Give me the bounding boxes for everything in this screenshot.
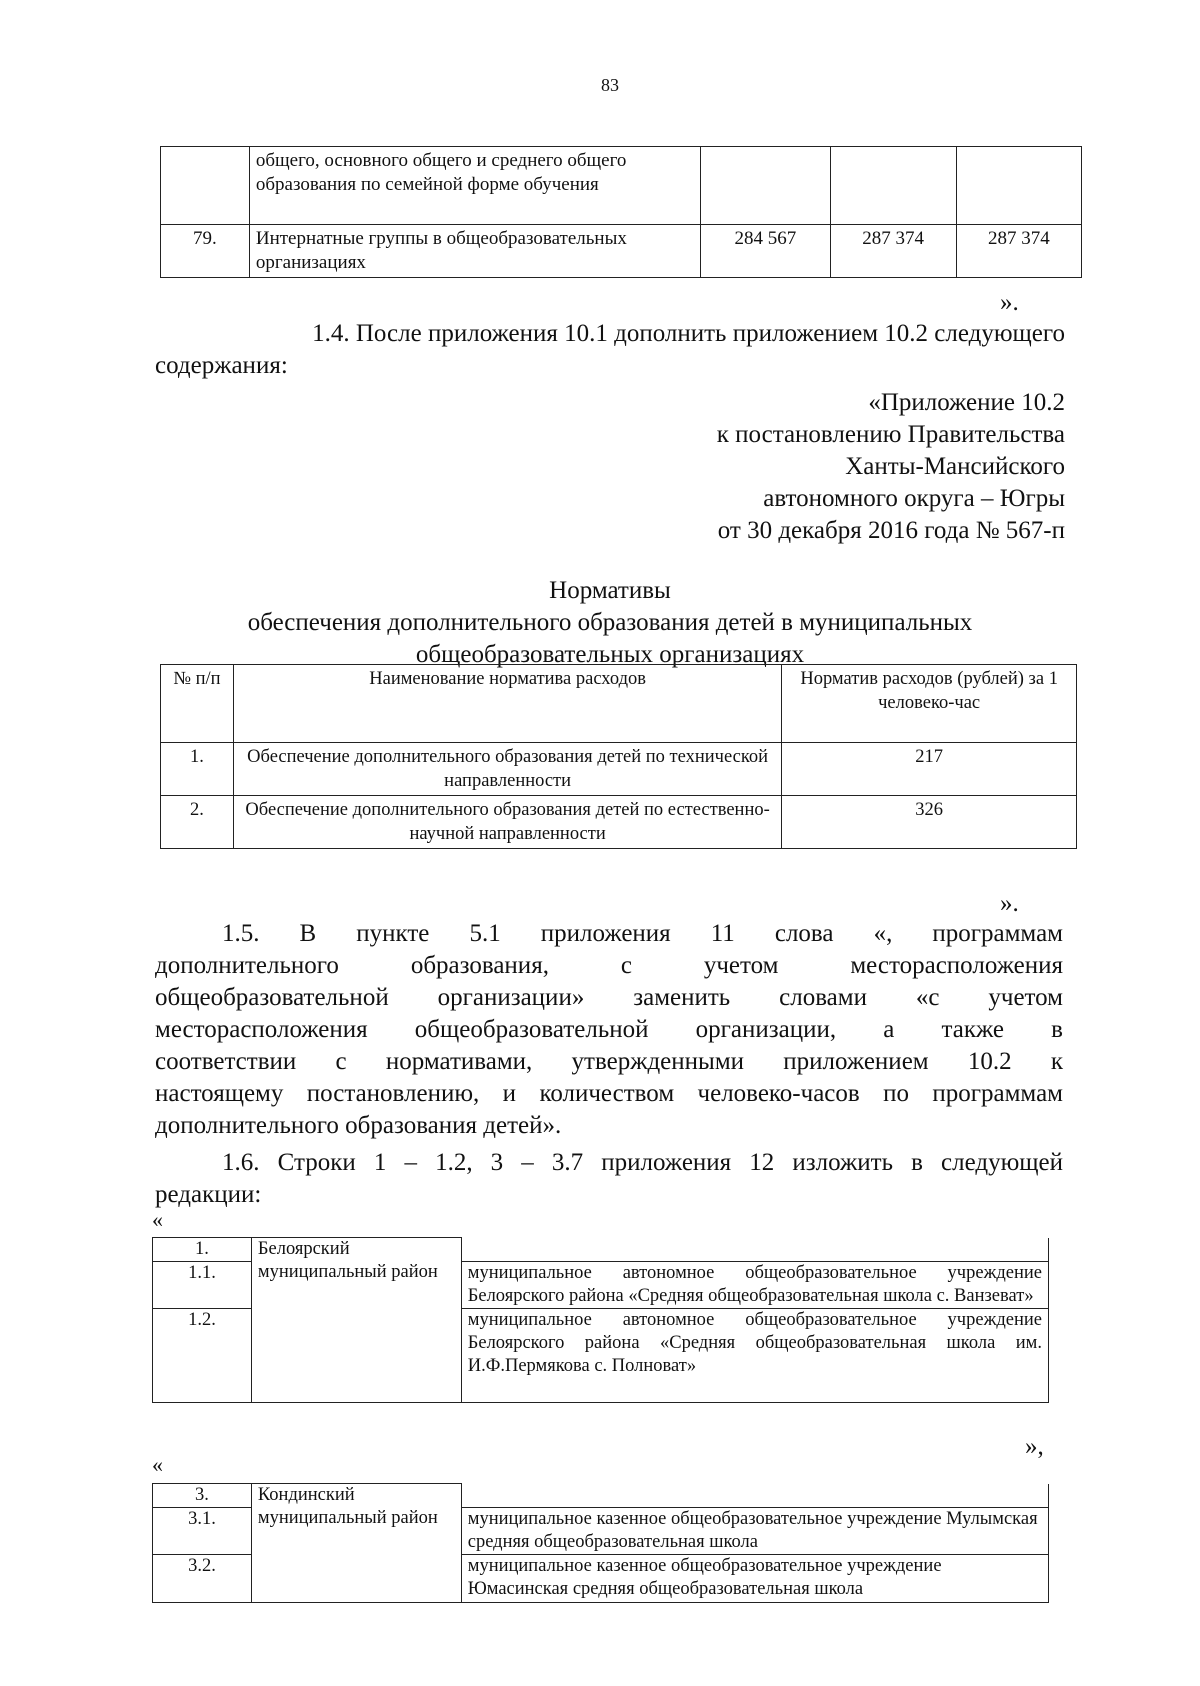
row-number: 3.1. <box>153 1508 252 1555</box>
row-name: Интернатные группы в общеобразовательных организациях <box>249 225 700 278</box>
row-number <box>161 147 250 225</box>
org-name: муниципальное казенное общеобразовательное учреждение Юмасинская средняя общеобразовательная школа <box>461 1555 1048 1603</box>
row-number: 79. <box>161 225 250 278</box>
appendix-line: к постановлению Правительства <box>716 421 1065 448</box>
table-row <box>161 796 1077 849</box>
row-value-3 <box>956 147 1081 225</box>
table-row <box>161 743 1077 796</box>
paragraph-line: месторасположения общеобразовательной организации, а также в <box>155 1016 1063 1043</box>
close-quote-mark: ». <box>1000 890 1019 917</box>
row-number: 3. <box>153 1484 252 1508</box>
row-value-2: 287 374 <box>830 225 956 278</box>
org-text: муниципальное автономное общеобразовательное учреждение Белоярского района «Средняя общеобразовательная школа с. Ванзеват» <box>467 1263 1042 1306</box>
column-header: Норматив расходов (рублей) за 1 человеко-час <box>782 665 1077 743</box>
row-value-2 <box>830 147 956 225</box>
row-number: 1. <box>153 1238 252 1262</box>
row-value: 217 <box>782 743 1077 796</box>
org-name <box>461 1484 1048 1508</box>
open-quote-mark: « <box>152 1207 163 1232</box>
table-header-row <box>161 665 1077 743</box>
paragraph-line: дополнительного образования детей». <box>155 1112 562 1139</box>
title-line: Нормативы <box>549 577 671 604</box>
title-line: обеспечения дополнительного образования детей в муниципальных <box>247 609 973 636</box>
paragraph-line: 1.5. В пункте 5.1 приложения 11 слова «, программам <box>222 920 1063 947</box>
title-line: общеобразовательных организациях <box>415 641 805 668</box>
row-value-3: 287 374 <box>956 225 1081 278</box>
row-value-1 <box>701 147 830 225</box>
paragraph-line: соответствии с нормативами, утвержденными приложением 10.2 к <box>155 1048 1063 1075</box>
page-number: 83 <box>601 75 619 95</box>
org-name: муниципальное казенное общеобразовательное учреждение Мулымская средняя общеобразовательная школа <box>461 1508 1048 1555</box>
table-row <box>161 147 1082 225</box>
row-number: 1.2. <box>153 1309 252 1403</box>
row-number: 1.1. <box>153 1262 252 1309</box>
paragraph-line: общеобразовательной организации» заменить словами «с учетом <box>155 984 1063 1011</box>
close-quote-mark: », <box>1025 1433 1044 1460</box>
appendix-line: от 30 декабря 2016 года № 567-п <box>717 517 1065 544</box>
paragraph-1-4-continuation: содержания: <box>155 352 288 379</box>
paragraph-1-5 <box>155 918 1063 1142</box>
row-name: общего, основного общего и среднего общего образования по семейной форме обучения <box>249 147 700 225</box>
org-name <box>461 1238 1048 1262</box>
row-number: 2. <box>161 796 234 849</box>
paragraph-line: дополнительного образования, с учетом месторасположения <box>155 952 1063 979</box>
appendix-line: автономного округа – Югры <box>763 485 1065 512</box>
norms-table <box>160 664 1077 849</box>
row-value: 326 <box>782 796 1077 849</box>
row-name: Обеспечение дополнительного образования детей по естественно-научной направленности <box>233 796 781 849</box>
row-number: 3.2. <box>153 1555 252 1603</box>
budget-table <box>160 146 1082 278</box>
row-name: Обеспечение дополнительного образования детей по технической направленности <box>233 743 781 796</box>
org-name <box>461 1262 1048 1309</box>
close-quote-mark: ». <box>1000 289 1019 316</box>
column-header: Наименование норматива расходов <box>233 665 781 743</box>
table-row <box>153 1484 1049 1508</box>
paragraph-1-6 <box>155 1147 1063 1211</box>
appendix-line: Ханты-Мансийского <box>845 453 1065 480</box>
kondinsky-table <box>152 1483 1049 1603</box>
open-quote-mark: « <box>152 1452 163 1477</box>
paragraph-line: редакции: <box>155 1181 262 1208</box>
district-name: Белоярский муниципальный район <box>251 1238 461 1403</box>
paragraph-line: настоящему постановлению, и количеством человеко-часов по программам <box>155 1080 1063 1107</box>
paragraph-line: 1.6. Строки 1 – 1.2, 3 – 3.7 приложения 12 изложить в следующей <box>222 1149 1063 1176</box>
column-header: № п/п <box>161 665 234 743</box>
beloyarsky-table <box>152 1237 1049 1403</box>
table-row <box>153 1238 1049 1262</box>
appendix-header <box>560 387 1065 547</box>
org-name <box>461 1309 1048 1403</box>
paragraph-1-4: 1.4. После приложения 10.1 дополнить приложением 10.2 следующего <box>312 320 1065 347</box>
org-text: муниципальное автономное общеобразовательное учреждение Белоярского района «Средняя общеобразовательная школа им. И.Ф.Пермякова с. Полноват» <box>467 1310 1042 1376</box>
row-number: 1. <box>161 743 234 796</box>
district-name: Кондинский муниципальный район <box>251 1484 461 1603</box>
row-value-1: 284 567 <box>701 225 830 278</box>
table-row <box>161 225 1082 278</box>
document-title <box>155 575 1065 671</box>
appendix-line: «Приложение 10.2 <box>868 389 1065 416</box>
